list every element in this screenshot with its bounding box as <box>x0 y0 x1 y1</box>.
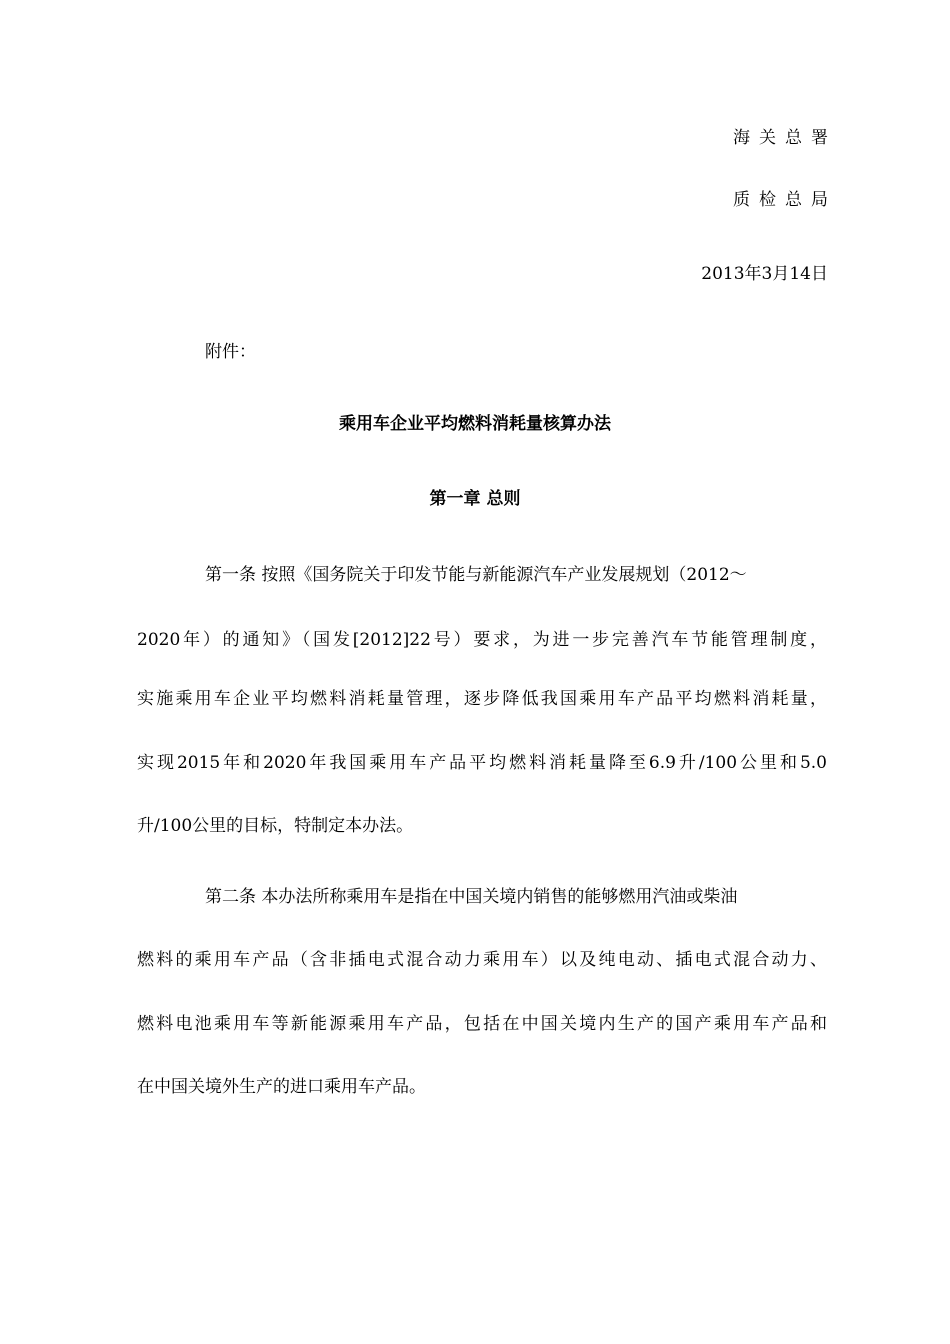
paragraph-line: 第二条 本办法所称乘用车是指在中国关境内销售的能够燃用汽油或柴油 <box>205 887 738 907</box>
paragraph-line: 在中国关境外生产的进口乘用车产品。 <box>137 1077 426 1097</box>
attachment-label: 附件： <box>205 342 256 362</box>
paragraph-line: 实施乘用车企业平均燃料消耗量管理，逐步降低我国乘用车产品平均燃料消耗量， <box>137 689 827 709</box>
paragraph-line: 燃料的乘用车产品（含非插电式混合动力乘用车）以及纯电动、插电式混合动力、 <box>137 950 827 970</box>
chapter-title: 第一章 总则 <box>429 489 521 509</box>
paragraph-line: 第一条 按照《国务院关于印发节能与新能源汽车产业发展规划（2012～ <box>205 565 747 585</box>
paragraph-line: 实现2015年和2020年我国乘用车产品平均燃料消耗量降至6.9升/100公里和5.0 <box>137 753 827 773</box>
signature-date: 2013年3月14日 <box>701 264 828 284</box>
document-title: 乘用车企业平均燃料消耗量核算办法 <box>339 414 611 434</box>
paragraph-line: 升/100公里的目标，特制定本办法。 <box>137 816 414 836</box>
paragraph-line: 2020年）的通知》（国发[2012]22号）要求，为进一步完善汽车节能管理制度， <box>137 630 827 650</box>
signature-org-aqsiq: 质检总局 <box>733 190 837 210</box>
signature-org-customs: 海关总署 <box>733 128 837 148</box>
paragraph-line: 燃料电池乘用车等新能源乘用车产品，包括在中国关境内生产的国产乘用车产品和 <box>137 1014 827 1034</box>
